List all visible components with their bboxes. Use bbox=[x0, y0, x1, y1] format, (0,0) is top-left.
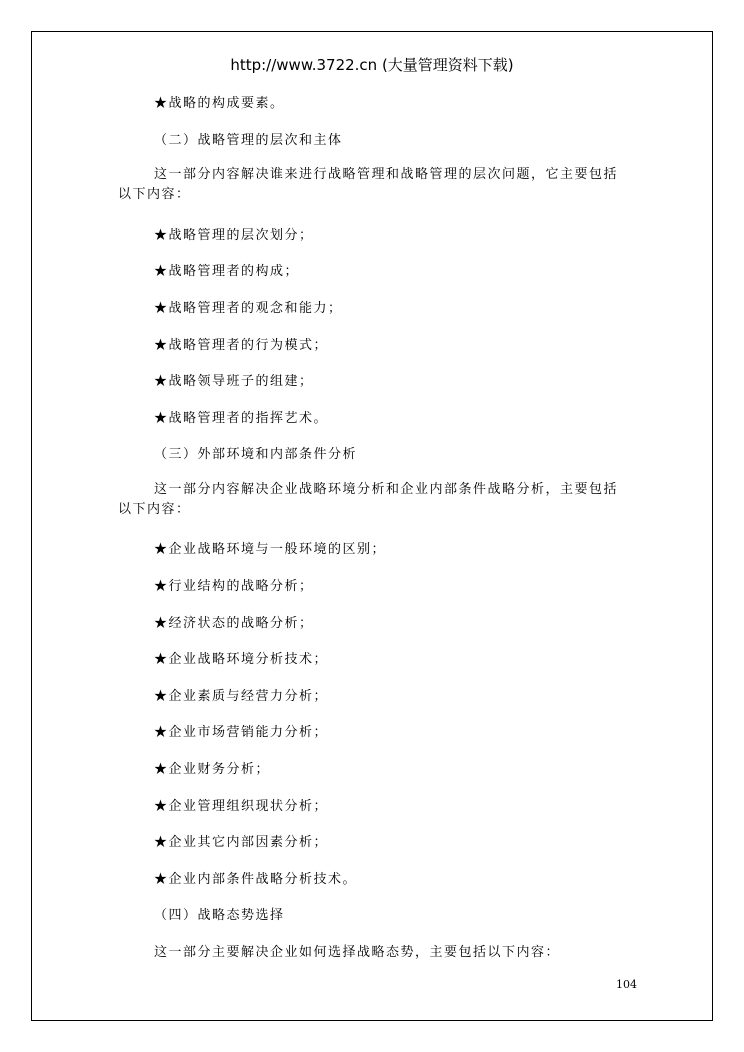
paragraph-2-line-2: 以下内容： bbox=[118, 502, 191, 517]
bullet-item: ★企业财务分析； bbox=[154, 762, 271, 777]
page-header-url: http://www.3722.cn (大量管理资料下载) bbox=[230, 56, 514, 74]
bullet-item: ★企业市场营销能力分析； bbox=[154, 725, 329, 740]
bullet-item: ★企业战略环境分析技术； bbox=[154, 652, 329, 667]
paragraph-1-line-2: 以下内容： bbox=[118, 187, 191, 202]
bullet-item: ★经济状态的战略分析； bbox=[154, 616, 314, 631]
bullet-item: ★战略管理者的行为模式； bbox=[154, 338, 329, 353]
bullet-item: ★战略管理者的指挥艺术。 bbox=[154, 411, 329, 426]
bullet-item: ★企业其它内部因素分析； bbox=[154, 835, 329, 850]
paragraph-2 bbox=[118, 480, 638, 520]
bullet-item: ★行业结构的战略分析； bbox=[154, 579, 314, 594]
paragraph-1 bbox=[118, 165, 638, 205]
bullet-item: ★战略管理者的观念和能力； bbox=[154, 301, 343, 316]
section-heading-4: （四）战略态势选择 bbox=[154, 908, 285, 923]
bullet-item: ★战略领导班子的组建； bbox=[154, 374, 314, 389]
bullet-item: ★企业素质与经营力分析； bbox=[154, 689, 329, 704]
bullet-item: ★企业战略环境与一般环境的区别； bbox=[154, 542, 387, 557]
bullet-item: ★企业管理组织现状分析； bbox=[154, 799, 329, 814]
bullet-item: ★战略管理者的构成； bbox=[154, 264, 300, 279]
page-number: 104 bbox=[616, 978, 637, 991]
paragraph-2-line-1: 这一部分内容解决企业战略环境分析和企业内部条件战略分析，主要包括 bbox=[154, 482, 619, 497]
paragraph-3: 这一部分主要解决企业如何选择战略态势，主要包括以下内容： bbox=[154, 945, 561, 960]
bullet-item: ★战略管理的层次划分； bbox=[154, 228, 314, 243]
paragraph-1-line-1: 这一部分内容解决谁来进行战略管理和战略管理的层次问题，它主要包括 bbox=[154, 167, 619, 182]
bullet-item: ★企业内部条件战略分析技术。 bbox=[154, 872, 358, 887]
section-heading-2: （二）战略管理的层次和主体 bbox=[154, 133, 343, 148]
bullet-strategy-elements: ★战略的构成要素。 bbox=[154, 96, 285, 111]
section-heading-3: （三）外部环境和内部条件分析 bbox=[154, 447, 358, 462]
